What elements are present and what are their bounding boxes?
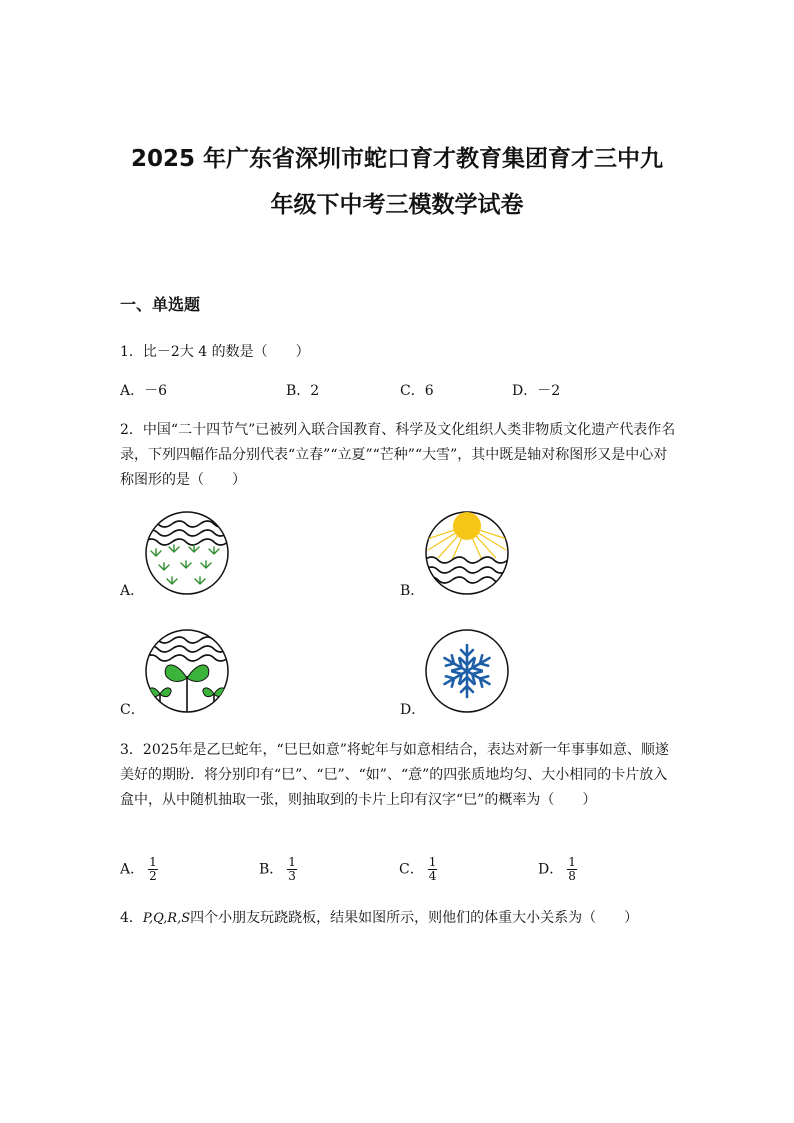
q2-option-a-label[interactable]: A． <box>120 583 145 599</box>
q2-option-d-label[interactable]: D． <box>400 702 426 718</box>
q1-option-c[interactable]: C．6 <box>400 383 434 399</box>
section-heading-single-choice: 一、单选题 <box>120 295 201 314</box>
question-1-stem: 1．比－2大 4 的数是（ ） <box>120 344 310 360</box>
question-3-stem: 3．2025年是乙巳蛇年，“巳巳如意”将蛇年与如意相结合，表达对新一年事事如意、顺遂美好的期盼．将分别印有“巳”、“巳”、“如”、“意”的四张质地均匀、大小相同的卡片放入盒中，从中随机抽取一张，则抽取到的卡片上印有汉字“巳”的概率为（ ） <box>120 742 669 808</box>
q1-option-b[interactable]: B．2 <box>286 383 320 399</box>
title-line-1: 2025 年广东省深圳市蛇口育才教育集团育才三中九 <box>130 146 664 172</box>
question-2-stem: 2．中国“二十四节气”已被列入联合国教育、科学及文化组织人类非物质文化遗产代表作名录，下列四幅作品分别代表“立春”“立夏”“芒种”“大雪”，其中既是轴对称图形又是中心对称图形的是（ ） <box>120 422 676 488</box>
q3-option-a[interactable]: A． $\frac{1}{2}$ <box>120 855 157 883</box>
snowflake-icon <box>424 628 510 714</box>
q1-option-a[interactable]: A．－6 <box>120 383 168 399</box>
sun-waves-icon <box>424 510 510 596</box>
sprout-icon <box>144 628 230 714</box>
q3-option-b[interactable]: B． $\frac{1}{3}$ <box>259 855 296 883</box>
spring-grass-icon <box>144 510 230 596</box>
title-line-2: 年级下中考三模数学试卷 <box>270 192 524 218</box>
q1-option-d[interactable]: D．－2 <box>512 383 561 399</box>
question-1-options <box>120 380 680 404</box>
question-3-options <box>120 856 680 892</box>
q2-option-c-label[interactable]: C． <box>120 702 145 718</box>
q3-option-c[interactable]: C． $\frac{1}{4}$ <box>399 855 437 883</box>
q2-option-b-label[interactable]: B． <box>400 583 425 599</box>
exam-title <box>90 136 704 228</box>
q4-variables: P,Q,R,S <box>142 911 191 926</box>
q3-option-d[interactable]: D． $\frac{1}{8}$ <box>538 855 576 883</box>
question-4-stem: 4．P,Q,R,S四个小朋友玩跷跷板，结果如图所示，则他们的体重大小关系为（ ） <box>120 910 639 926</box>
